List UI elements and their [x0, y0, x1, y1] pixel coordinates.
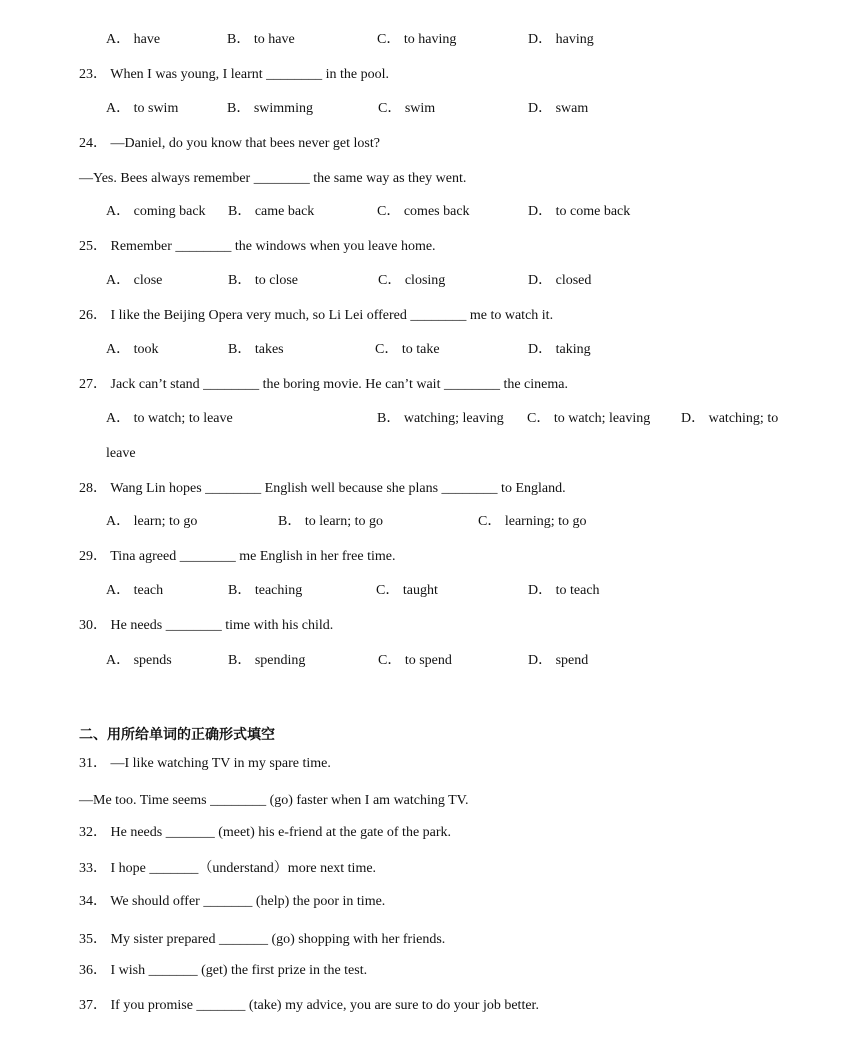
q25-option-d: D． closed — [528, 273, 592, 288]
q28-option-a: A． learn; to go — [106, 514, 198, 529]
q31-stem-reply: —Me too. Time seems ________ (go) faster when I am watching TV. — [79, 793, 469, 808]
q25-option-b: B． to close — [228, 273, 298, 288]
q30-option-a: A． spends — [106, 653, 172, 668]
q29-option-d: D． to teach — [528, 583, 600, 598]
q31-stem: 31． —I like watching TV in my spare time. — [79, 756, 331, 771]
q26-stem: 26． I like the Beijing Opera very much, so Li Lei offered ________ me to watch it. — [79, 308, 554, 323]
q23-option-c: C． swim — [378, 101, 436, 116]
q29-option-a: A． teach — [106, 583, 164, 598]
q24-option-a: A． coming back — [106, 204, 206, 219]
q37-stem: 37． If you promise _______ (take) my advice, you are sure to do your job better. — [79, 998, 539, 1013]
q23-option-a: A． to swim — [106, 101, 179, 116]
q23-option-d: D． swam — [528, 101, 589, 116]
q26-option-c: C． to take — [375, 342, 440, 357]
q24-option-c: C． comes back — [377, 204, 470, 219]
q26-option-b: B． takes — [228, 342, 284, 357]
q29-option-c: C． taught — [376, 583, 438, 598]
q24-option-b: B． came back — [228, 204, 315, 219]
section-heading: 二、用所给单词的正确形式填空 — [79, 727, 275, 743]
q27-option-a: A． to watch; to leave — [106, 411, 233, 426]
q28-option-b: B． to learn; to go — [278, 514, 383, 529]
q24-option-d: D． to come back — [528, 204, 631, 219]
q35-stem: 35． My sister prepared _______ (go) shopping with her friends. — [79, 932, 446, 947]
q25-option-c: C． closing — [378, 273, 446, 288]
q30-option-d: D． spend — [528, 653, 589, 668]
q22-option-c: C． to having — [377, 32, 457, 47]
q27-stem: 27． Jack can’t stand ________ the boring movie. He can’t wait ________ the cinema. — [79, 377, 568, 392]
q29-option-b: B． teaching — [228, 583, 303, 598]
q30-stem: 30． He needs ________ time with his child. — [79, 618, 334, 633]
q36-stem: 36． I wish _______ (get) the first prize in the test. — [79, 963, 368, 978]
q23-option-b: B． swimming — [227, 101, 313, 116]
q26-option-d: D． taking — [528, 342, 591, 357]
q27-option-b: B． watching; leaving — [377, 411, 504, 426]
q28-option-c: C． learning; to go — [478, 514, 587, 529]
q26-option-a: A． took — [106, 342, 159, 357]
q30-option-b: B． spending — [228, 653, 306, 668]
q22-option-a: A． have — [106, 32, 161, 47]
q25-option-a: A． close — [106, 273, 163, 288]
q34-stem: 34． We should offer _______ (help) the poor in time. — [79, 894, 386, 909]
q29-stem: 29． Tina agreed ________ me English in her free time. — [79, 549, 396, 564]
q27-option-d-wrap: leave — [106, 446, 136, 461]
q33-stem: 33． I hope _______（understand）more next time. — [79, 861, 377, 876]
q24-stem-reply: —Yes. Bees always remember ________ the same way as they went. — [79, 171, 467, 186]
q28-stem: 28． Wang Lin hopes ________ English well because she plans ________ to England. — [79, 481, 566, 496]
q23-stem: 23． When I was young, I learnt ________ in the pool. — [79, 67, 390, 82]
q25-stem: 25． Remember ________ the windows when you leave home. — [79, 239, 436, 254]
q27-option-c: C． to watch; leaving — [527, 411, 651, 426]
q22-option-d: D． having — [528, 32, 594, 47]
q30-option-c: C． to spend — [378, 653, 452, 668]
q27-option-d: D． watching; to — [681, 411, 779, 426]
q24-stem: 24． —Daniel, do you know that bees never get lost? — [79, 136, 380, 151]
q22-option-b: B． to have — [227, 32, 295, 47]
q32-stem: 32． He needs _______ (meet) his e-friend at the gate of the park. — [79, 825, 452, 840]
